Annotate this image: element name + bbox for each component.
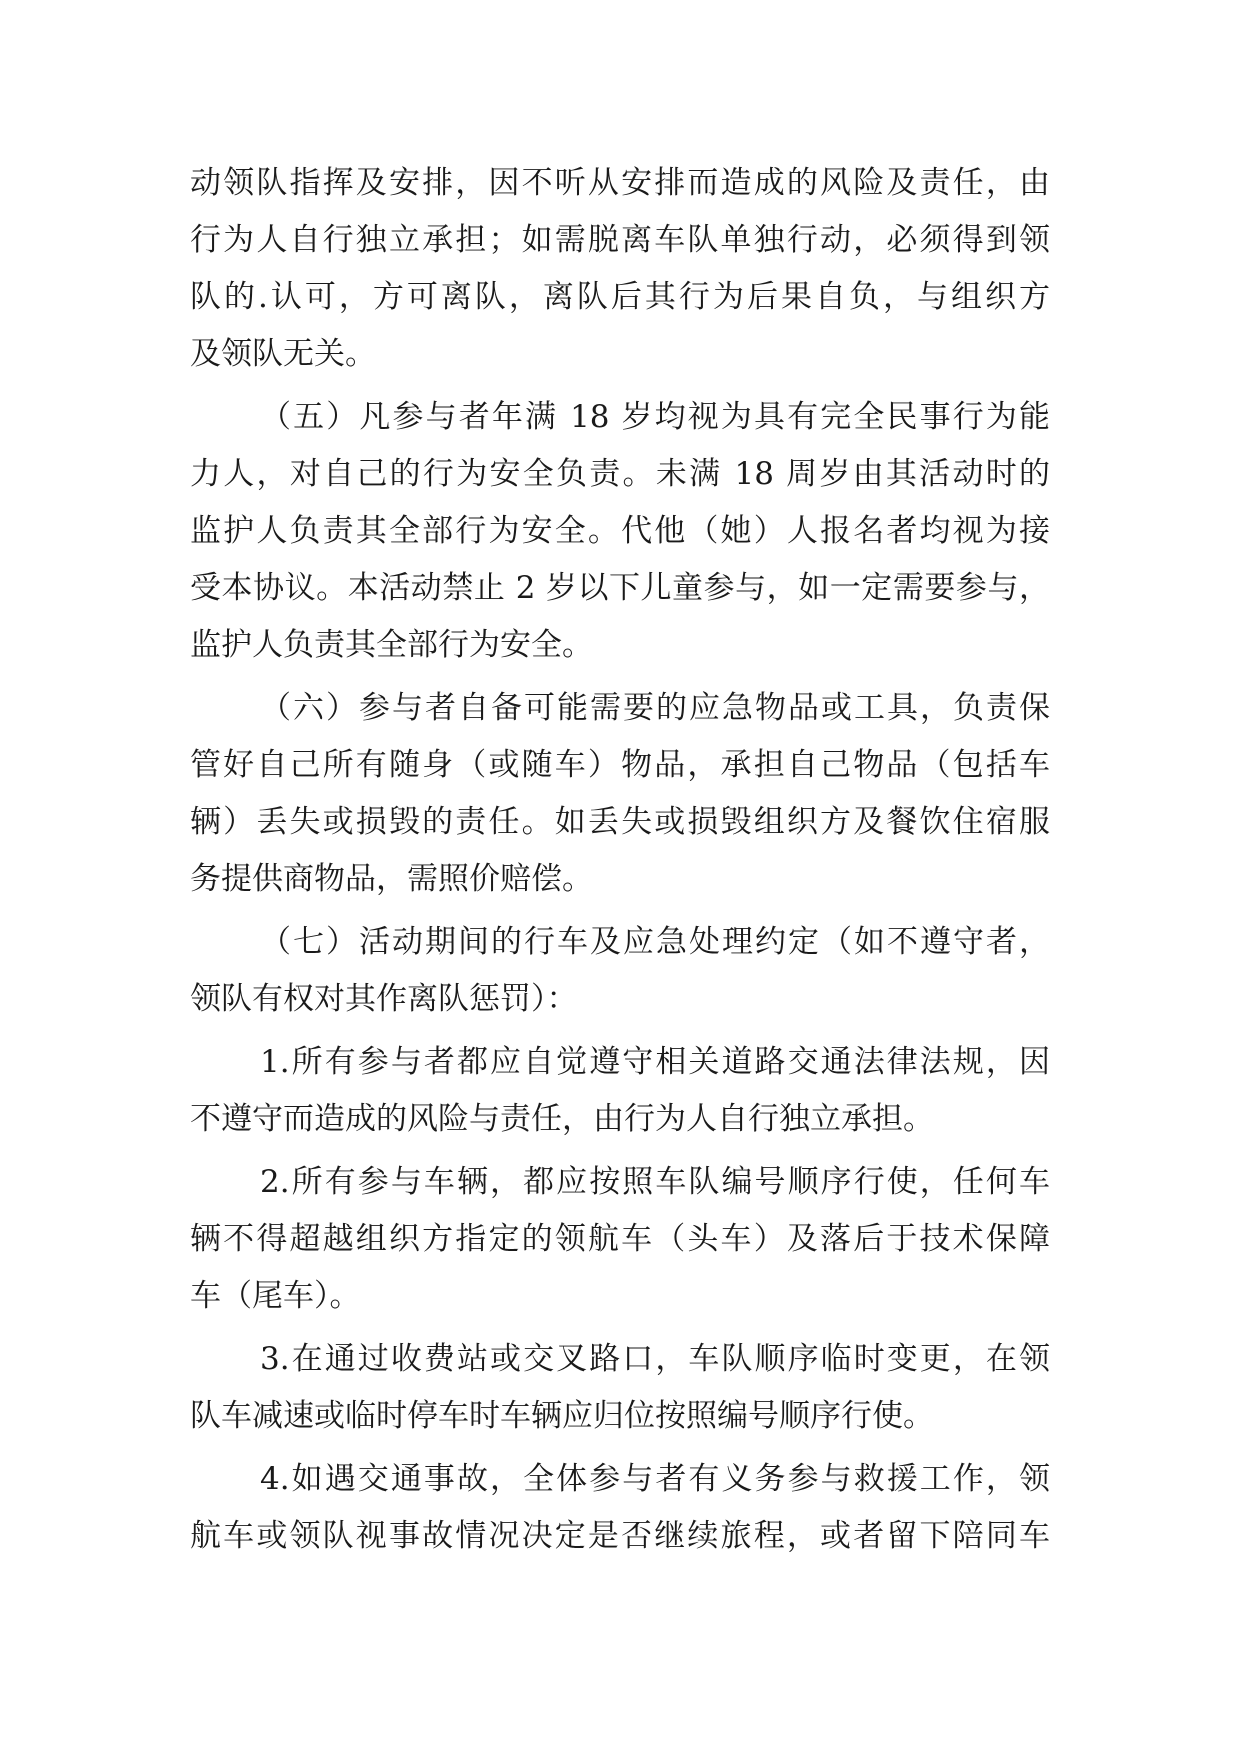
text-line: 行为人自行独立承担；如需脱离车队单独行动，必须得到领 (190, 222, 1050, 258)
text-line: 管好自己所有随身（或随车）物品，承担自己物品（包括车 (190, 747, 1050, 783)
text-line: 力人，对自己的行为安全负责。未满 18 周岁由其活动时的 (190, 456, 1050, 492)
paragraph-item-2 (190, 1154, 1050, 1325)
text-line: 务提供商物品，需照价赔偿。 (190, 861, 593, 897)
paragraph-para-7 (190, 914, 1050, 1028)
text-line: 及领队无关。 (190, 336, 376, 372)
text-line: 队车减速或临时停车时车辆应归位按照编号顺序行使。 (190, 1398, 934, 1434)
paragraph-item-3 (190, 1331, 1050, 1445)
text-line: 3.在通过收费站或交叉路口，车队顺序临时变更，在领 (260, 1341, 1050, 1377)
text-line: 4.如遇交通事故，全体参与者有义务参与救援工作，领 (260, 1461, 1050, 1497)
text-line: （六）参与者自备可能需要的应急物品或工具，负责保 (260, 690, 1050, 726)
text-line: 2.所有参与车辆，都应按照车队编号顺序行使，任何车 (260, 1164, 1050, 1200)
text-line: 队的.认可，方可离队，离队后其行为后果自负，与组织方 (190, 279, 1050, 315)
text-line: 辆）丢失或损毁的责任。如丢失或损毁组织方及餐饮住宿服 (190, 804, 1050, 840)
text-line: （七）活动期间的行车及应急处理约定（如不遵守者， (260, 924, 1050, 960)
text-line: 航车或领队视事故情况决定是否继续旅程，或者留下陪同车 (190, 1518, 1050, 1554)
text-line: 动领队指挥及安排，因不听从安排而造成的风险及责任，由 (190, 165, 1050, 201)
text-line: 受本协议。本活动禁止 2 岁以下儿童参与，如一定需要参与， (190, 570, 1050, 606)
paragraph-item-4 (190, 1451, 1050, 1565)
document-body (190, 155, 1050, 1565)
text-line: 辆不得超越组织方指定的领航车（头车）及落后于技术保障 (190, 1221, 1050, 1257)
paragraph-para-continuation (190, 155, 1050, 383)
text-line: 监护人负责其全部行为安全。 (190, 627, 593, 663)
text-line: 1.所有参与者都应自觉遵守相关道路交通法律法规，因 (260, 1044, 1050, 1080)
text-line: 不遵守而造成的风险与责任，由行为人自行独立承担。 (190, 1101, 934, 1137)
text-line: （五）凡参与者年满 18 岁均视为具有完全民事行为能 (260, 399, 1050, 435)
text-line: 监护人负责其全部行为安全。代他（她）人报名者均视为接 (190, 513, 1050, 549)
paragraph-para-6 (190, 680, 1050, 908)
text-line: 车（尾车）。 (190, 1278, 361, 1314)
paragraph-item-1 (190, 1034, 1050, 1148)
text-line: 领队有权对其作离队惩罚）： (190, 981, 578, 1017)
paragraph-para-5 (190, 389, 1050, 674)
